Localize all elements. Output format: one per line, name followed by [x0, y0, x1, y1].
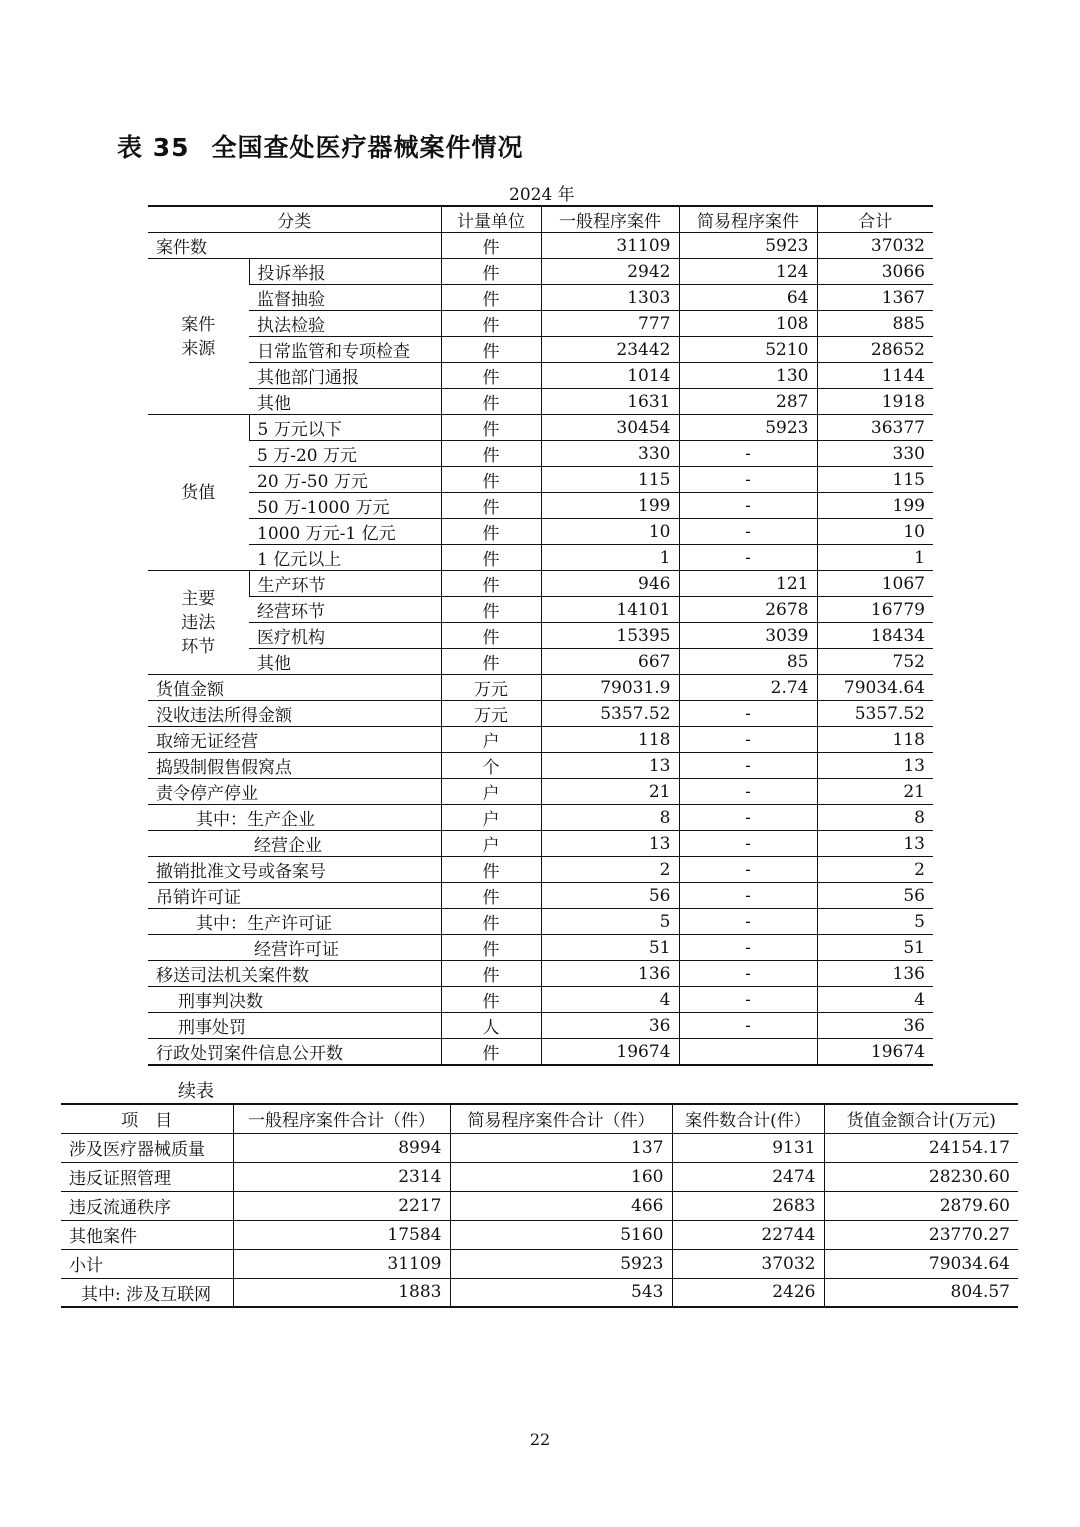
simple-sum-cell: 137: [450, 1133, 672, 1162]
table-row: [148, 623, 933, 649]
general-cell: 667: [541, 649, 679, 675]
total-cell: 1918: [817, 389, 933, 415]
table-row: [148, 233, 933, 259]
group-label-text: 案件 来源: [181, 314, 216, 359]
unit-cell: 件: [441, 597, 541, 623]
row-label: 医疗机构: [249, 623, 441, 649]
row-label: 5 万元以下: [249, 415, 441, 441]
header-item: 项 目: [61, 1104, 233, 1133]
general-cell: 8: [541, 805, 679, 831]
simple-cell: 287: [679, 389, 817, 415]
total-cell: 56: [817, 883, 933, 909]
general-cell: 118: [541, 727, 679, 753]
row-label: 1 亿元以上: [249, 545, 441, 571]
table-row: [148, 363, 933, 389]
unit-cell: 件: [441, 545, 541, 571]
general-cell: 36: [541, 1013, 679, 1039]
table-row: [148, 831, 933, 857]
general-cell: 199: [541, 493, 679, 519]
general-cell: 23442: [541, 337, 679, 363]
simple-cell: -: [679, 701, 817, 727]
continued-table: [61, 1103, 1018, 1308]
table-row: [148, 519, 933, 545]
item-cell: 其中: 涉及互联网: [61, 1278, 233, 1307]
table-row: [148, 649, 933, 675]
simple-cell: 124: [679, 259, 817, 285]
row-label: 日常监管和专项检查: [249, 337, 441, 363]
total-cell: 330: [817, 441, 933, 467]
total-cell: 21: [817, 779, 933, 805]
general-sum-cell: 2314: [233, 1162, 450, 1191]
general-cell: 15395: [541, 623, 679, 649]
value-sum-cell: 804.57: [824, 1278, 1018, 1307]
continued-row: [61, 1249, 1018, 1278]
table-row: [148, 961, 933, 987]
total-cell: 8: [817, 805, 933, 831]
simple-cell: -: [679, 753, 817, 779]
row-label: 吊销许可证: [148, 883, 441, 909]
general-cell: 14101: [541, 597, 679, 623]
simple-cell: 5923: [679, 415, 817, 441]
cases-sum-cell: 2683: [672, 1191, 824, 1220]
table-row: [148, 441, 933, 467]
group-label-text: 主要 违法 环节: [181, 588, 216, 657]
simple-cell: -: [679, 935, 817, 961]
header-category: 分类: [148, 206, 441, 233]
simple-cell: -: [679, 961, 817, 987]
table-row: [148, 467, 933, 493]
unit-cell: 件: [441, 649, 541, 675]
simple-cell: 64: [679, 285, 817, 311]
table-row: [148, 935, 933, 961]
table-row: [148, 493, 933, 519]
unit-cell: 户: [441, 805, 541, 831]
total-cell: 13: [817, 831, 933, 857]
general-cell: 56: [541, 883, 679, 909]
row-label: 捣毁制假售假窝点: [148, 753, 441, 779]
total-cell: 37032: [817, 233, 933, 259]
simple-cell: 5923: [679, 233, 817, 259]
header-simple-sum: 简易程序案件合计（件）: [450, 1104, 672, 1133]
row-label: 经营环节: [249, 597, 441, 623]
total-cell: 13: [817, 753, 933, 779]
page-number: 22: [529, 1430, 551, 1449]
row-label: 取缔无证经营: [148, 727, 441, 753]
table-row: [148, 259, 933, 285]
continued-label: 续表: [178, 1081, 214, 1102]
value-sum-cell: 28230.60: [824, 1162, 1018, 1191]
table-title-text: 全国查处医疗器械案件情况: [211, 133, 524, 162]
general-cell: 136: [541, 961, 679, 987]
table-header-row: [148, 206, 933, 233]
value-sum-cell: 79034.64: [824, 1249, 1018, 1278]
simple-cell: 2678: [679, 597, 817, 623]
simple-cell: -: [679, 805, 817, 831]
general-cell: 1: [541, 545, 679, 571]
total-cell: 3066: [817, 259, 933, 285]
unit-cell: 万元: [441, 675, 541, 701]
table-title: [117, 128, 524, 164]
unit-cell: 件: [441, 1039, 541, 1066]
general-cell: 115: [541, 467, 679, 493]
general-sum-cell: 17584: [233, 1220, 450, 1249]
row-label: 5 万-20 万元: [249, 441, 441, 467]
item-cell: 小计: [61, 1249, 233, 1278]
table-row: [148, 727, 933, 753]
simple-cell: -: [679, 441, 817, 467]
simple-cell: -: [679, 493, 817, 519]
table-row: [148, 779, 933, 805]
continued-row: [61, 1278, 1018, 1307]
row-label: 生产环节: [249, 571, 441, 597]
general-sum-cell: 8994: [233, 1133, 450, 1162]
unit-cell: 件: [441, 961, 541, 987]
simple-cell: 2.74: [679, 675, 817, 701]
simple-sum-cell: 5160: [450, 1220, 672, 1249]
continued-row: [61, 1191, 1018, 1220]
general-cell: 946: [541, 571, 679, 597]
value-sum-cell: 24154.17: [824, 1133, 1018, 1162]
row-label: 其他部门通报: [249, 363, 441, 389]
simple-cell: 3039: [679, 623, 817, 649]
simple-cell: -: [679, 1013, 817, 1039]
unit-cell: 件: [441, 935, 541, 961]
general-cell: 13: [541, 831, 679, 857]
general-cell: 1014: [541, 363, 679, 389]
row-label: 经营许可证: [148, 935, 441, 961]
unit-cell: 人: [441, 1013, 541, 1039]
header-simple: 简易程序案件: [679, 206, 817, 233]
total-cell: 19674: [817, 1039, 933, 1066]
total-cell: 199: [817, 493, 933, 519]
total-cell: 115: [817, 467, 933, 493]
general-cell: 21: [541, 779, 679, 805]
simple-cell: -: [679, 545, 817, 571]
continued-row: [61, 1162, 1018, 1191]
total-cell: 4: [817, 987, 933, 1013]
total-cell: 118: [817, 727, 933, 753]
table-row: [148, 987, 933, 1013]
continued-table-body: [61, 1133, 1018, 1307]
total-cell: 51: [817, 935, 933, 961]
unit-cell: 件: [441, 311, 541, 337]
general-sum-cell: 2217: [233, 1191, 450, 1220]
row-label: 其中：生产许可证: [148, 909, 441, 935]
total-cell: 2: [817, 857, 933, 883]
total-cell: 36: [817, 1013, 933, 1039]
general-cell: 777: [541, 311, 679, 337]
total-cell: 16779: [817, 597, 933, 623]
total-cell: 5: [817, 909, 933, 935]
cases-sum-cell: 37032: [672, 1249, 824, 1278]
table-row: [148, 311, 933, 337]
simple-cell: -: [679, 857, 817, 883]
row-label: 50 万-1000 万元: [249, 493, 441, 519]
main-table-body: [148, 233, 933, 1066]
table-row: [148, 909, 933, 935]
table-row: [148, 285, 933, 311]
general-sum-cell: 31109: [233, 1249, 450, 1278]
simple-sum-cell: 543: [450, 1278, 672, 1307]
general-cell: 10: [541, 519, 679, 545]
group-label: [148, 571, 249, 675]
table-row: [148, 857, 933, 883]
simple-cell: -: [679, 467, 817, 493]
row-label: 撤销批准文号或备案号: [148, 857, 441, 883]
simple-cell: -: [679, 519, 817, 545]
row-label: 监督抽验: [249, 285, 441, 311]
table-row: [148, 675, 933, 701]
row-label: 责令停产停业: [148, 779, 441, 805]
header-unit: 计量单位: [441, 206, 541, 233]
total-cell: 1: [817, 545, 933, 571]
row-label: 经营企业: [148, 831, 441, 857]
table-row: [148, 701, 933, 727]
general-cell: 5357.52: [541, 701, 679, 727]
simple-cell: -: [679, 987, 817, 1013]
item-cell: 涉及医疗器械质量: [61, 1133, 233, 1162]
row-label: 执法检验: [249, 311, 441, 337]
general-cell: 4: [541, 987, 679, 1013]
unit-cell: 件: [441, 623, 541, 649]
cases-sum-cell: 9131: [672, 1133, 824, 1162]
group-label: [148, 415, 249, 571]
general-cell: 51: [541, 935, 679, 961]
item-cell: 违反证照管理: [61, 1162, 233, 1191]
general-cell: 31109: [541, 233, 679, 259]
total-cell: 1067: [817, 571, 933, 597]
total-cell: 885: [817, 311, 933, 337]
simple-cell: 85: [679, 649, 817, 675]
simple-cell: 5210: [679, 337, 817, 363]
cases-sum-cell: 2474: [672, 1162, 824, 1191]
item-cell: 违反流通秩序: [61, 1191, 233, 1220]
total-cell: 752: [817, 649, 933, 675]
unit-cell: 件: [441, 415, 541, 441]
row-label: 其中：生产企业: [148, 805, 441, 831]
unit-cell: 户: [441, 831, 541, 857]
unit-cell: 个: [441, 753, 541, 779]
unit-cell: 户: [441, 779, 541, 805]
simple-sum-cell: 5923: [450, 1249, 672, 1278]
general-cell: 79031.9: [541, 675, 679, 701]
total-cell: 36377: [817, 415, 933, 441]
table-row: [148, 1013, 933, 1039]
unit-cell: 件: [441, 259, 541, 285]
total-cell: 18434: [817, 623, 933, 649]
unit-cell: 户: [441, 727, 541, 753]
group-label-text: 货值: [181, 482, 216, 503]
row-label: 投诉举报: [249, 259, 441, 285]
general-cell: 1631: [541, 389, 679, 415]
row-label: 刑事处罚: [148, 1013, 441, 1039]
general-cell: 19674: [541, 1039, 679, 1066]
unit-cell: 件: [441, 519, 541, 545]
table-number: 表 35: [117, 133, 190, 162]
simple-sum-cell: 160: [450, 1162, 672, 1191]
total-cell: 10: [817, 519, 933, 545]
general-cell: 5: [541, 909, 679, 935]
header-value-sum: 货值金额合计(万元): [824, 1104, 1018, 1133]
total-cell: 5357.52: [817, 701, 933, 727]
unit-cell: 件: [441, 987, 541, 1013]
unit-cell: 件: [441, 493, 541, 519]
unit-cell: 件: [441, 389, 541, 415]
unit-cell: 件: [441, 441, 541, 467]
general-cell: 30454: [541, 415, 679, 441]
table-row: [148, 597, 933, 623]
table-row: [148, 1039, 933, 1066]
unit-cell: 件: [441, 909, 541, 935]
continued-row: [61, 1133, 1018, 1162]
table-row: [148, 571, 933, 597]
unit-cell: 件: [441, 233, 541, 259]
unit-cell: 件: [441, 285, 541, 311]
unit-cell: 件: [441, 363, 541, 389]
cases-sum-cell: 2426: [672, 1278, 824, 1307]
simple-cell: -: [679, 831, 817, 857]
simple-cell: 121: [679, 571, 817, 597]
general-cell: 1303: [541, 285, 679, 311]
simple-cell: [679, 1039, 817, 1066]
table-row: [148, 753, 933, 779]
continued-row: [61, 1220, 1018, 1249]
simple-cell: -: [679, 883, 817, 909]
unit-cell: 件: [441, 883, 541, 909]
row-label: 移送司法机关案件数: [148, 961, 441, 987]
table-row: [148, 337, 933, 363]
value-sum-cell: 2879.60: [824, 1191, 1018, 1220]
total-cell: 28652: [817, 337, 933, 363]
header-general: 一般程序案件: [541, 206, 679, 233]
row-label: 其他: [249, 649, 441, 675]
simple-cell: 108: [679, 311, 817, 337]
row-label: 其他: [249, 389, 441, 415]
total-cell: 1144: [817, 363, 933, 389]
table-row: [148, 883, 933, 909]
row-label: 行政处罚案件信息公开数: [148, 1039, 441, 1066]
main-table: [148, 205, 933, 1066]
simple-cell: -: [679, 909, 817, 935]
year-label: 2024 年: [509, 185, 575, 205]
row-label: 没收违法所得金额: [148, 701, 441, 727]
general-sum-cell: 1883: [233, 1278, 450, 1307]
general-cell: 2: [541, 857, 679, 883]
unit-cell: 件: [441, 571, 541, 597]
item-cell: 其他案件: [61, 1220, 233, 1249]
cases-sum-cell: 22744: [672, 1220, 824, 1249]
continued-header-row: [61, 1104, 1018, 1133]
row-label: 1000 万元-1 亿元: [249, 519, 441, 545]
row-label: 货值金额: [148, 675, 441, 701]
simple-cell: -: [679, 727, 817, 753]
row-label: 案件数: [148, 233, 441, 259]
simple-sum-cell: 466: [450, 1191, 672, 1220]
header-general-sum: 一般程序案件合计（件）: [233, 1104, 450, 1133]
row-label: 刑事判决数: [148, 987, 441, 1013]
total-cell: 1367: [817, 285, 933, 311]
unit-cell: 件: [441, 467, 541, 493]
unit-cell: 万元: [441, 701, 541, 727]
table-row: [148, 805, 933, 831]
total-cell: 136: [817, 961, 933, 987]
simple-cell: 130: [679, 363, 817, 389]
header-cases-sum: 案件数合计(件）: [672, 1104, 824, 1133]
general-cell: 13: [541, 753, 679, 779]
unit-cell: 件: [441, 857, 541, 883]
header-total: 合计: [817, 206, 933, 233]
general-cell: 2942: [541, 259, 679, 285]
table-row: [148, 389, 933, 415]
unit-cell: 件: [441, 337, 541, 363]
table-row: [148, 415, 933, 441]
general-cell: 330: [541, 441, 679, 467]
simple-cell: -: [679, 779, 817, 805]
total-cell: 79034.64: [817, 675, 933, 701]
group-label: [148, 259, 249, 415]
row-label: 20 万-50 万元: [249, 467, 441, 493]
value-sum-cell: 23770.27: [824, 1220, 1018, 1249]
table-row: [148, 545, 933, 571]
